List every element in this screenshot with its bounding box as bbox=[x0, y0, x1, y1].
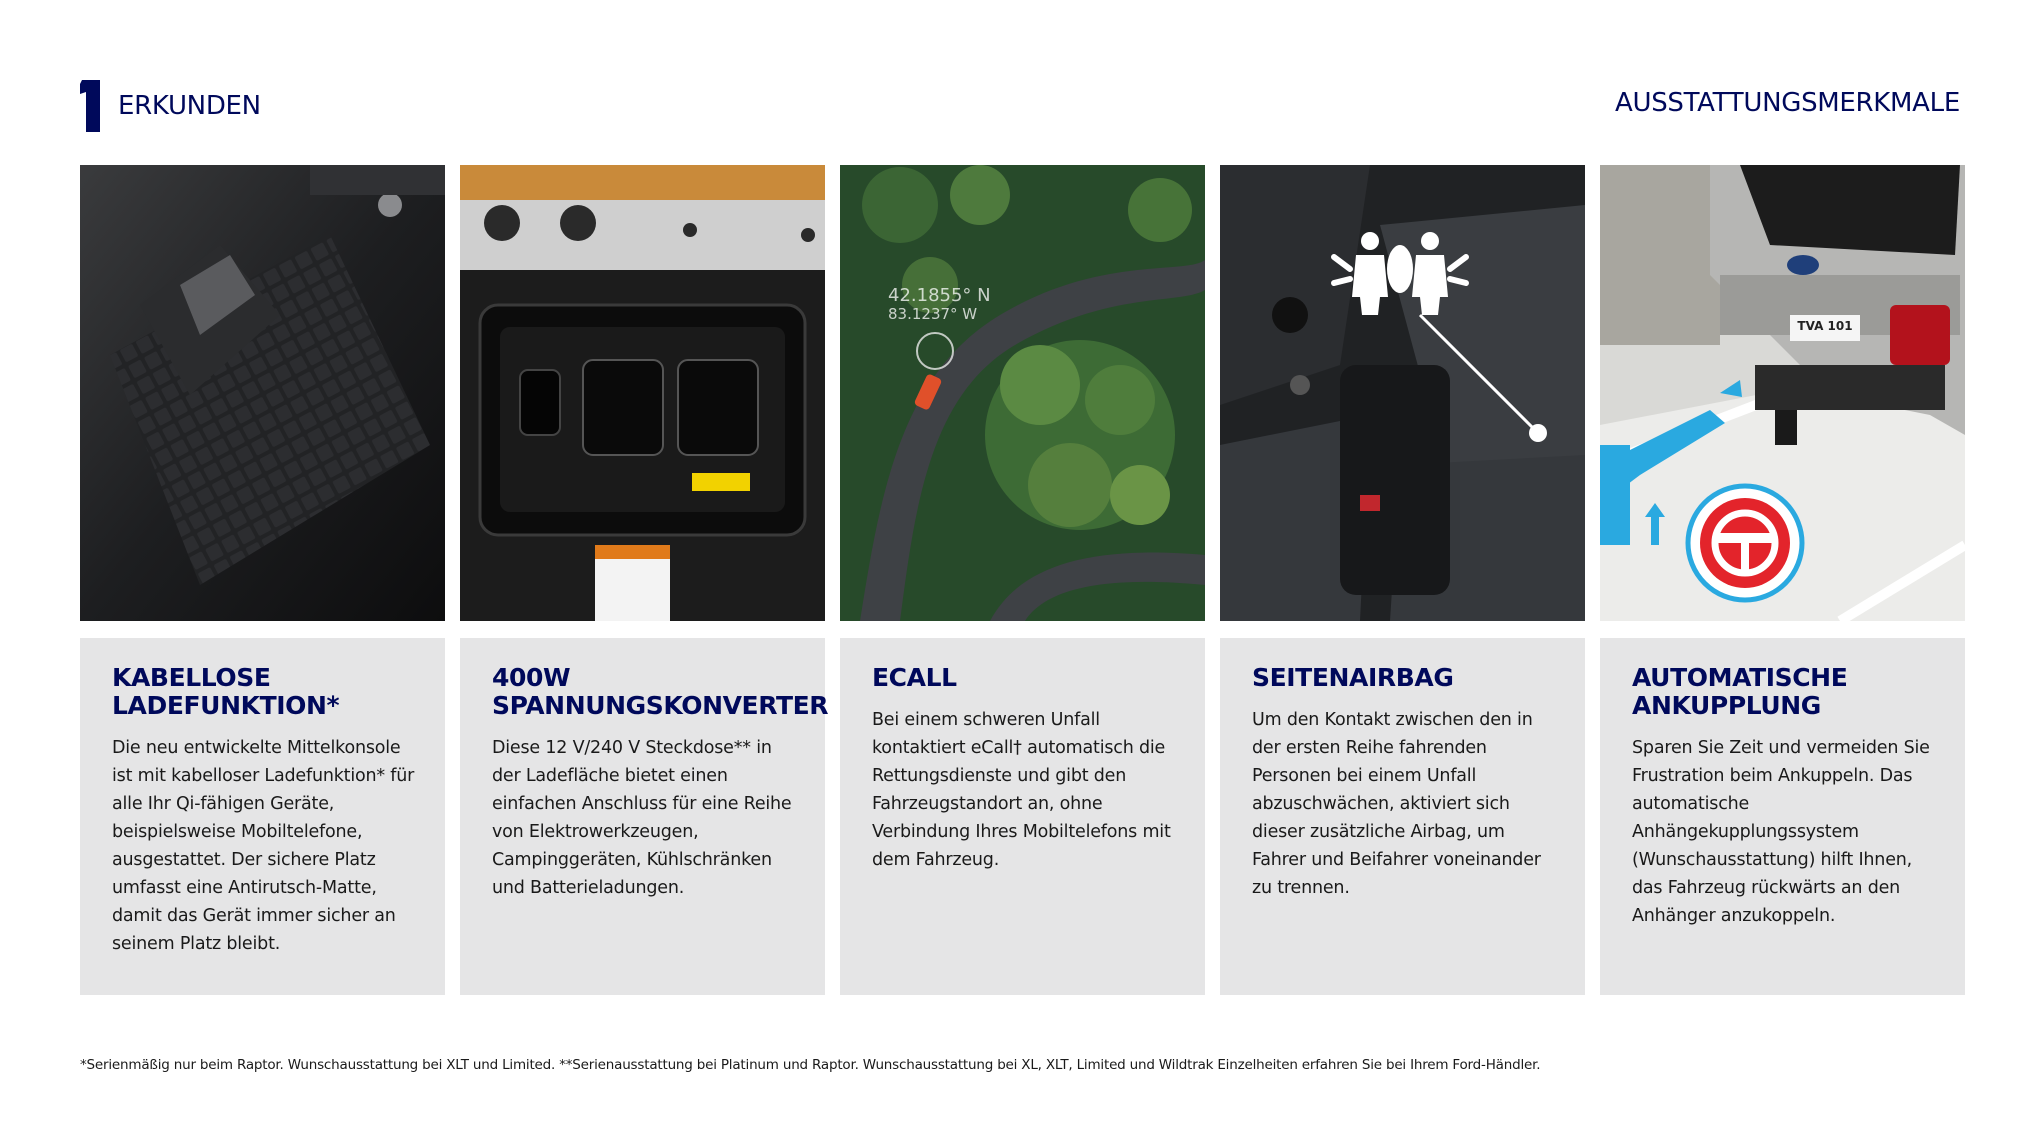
card-body bbox=[80, 638, 445, 995]
section-number-one-icon bbox=[80, 80, 100, 132]
coordinates-overlay bbox=[888, 287, 991, 323]
chapter-title: AUSSTATTUNGSMERKMALE bbox=[1614, 88, 1960, 118]
card-text: Diese 12 V/240 V Steckdose** in der Ladefläche bietet einen einfachen Anschluss für eine Reihe von Elektrowerkzeugen, Campinggeräten, Kühlschränken und Batterieladungen. bbox=[492, 738, 792, 898]
feature-card-ecall bbox=[840, 165, 1205, 995]
card-title: AUTOMATISCHE ANKUPPLUNG bbox=[1632, 663, 1848, 720]
wireless-charging-photo bbox=[80, 165, 445, 621]
card-title: SEITENAIRBAG bbox=[1252, 663, 1454, 692]
card-title: KABELLOSE LADEFUNKTION* bbox=[112, 663, 340, 720]
ecall-aerial-photo bbox=[840, 165, 1205, 621]
feature-card-auto-hitch bbox=[1600, 165, 1965, 995]
card-body bbox=[460, 638, 829, 995]
section-label: ERKUNDEN bbox=[118, 91, 261, 121]
auto-hitch-photo bbox=[1600, 165, 1965, 621]
card-text: Die neu entwickelte Mittelkonsole ist mit kabelloser Ladefunktion* für alle Ihr Qi-fähigen Geräte, beispielsweise Mobiltelefone, ausgestattet. Der sichere Platz umfasst eine Antirutsch-Matte, damit das Gerät immer sicher an seinem Platz bleibt. bbox=[112, 738, 415, 954]
card-body bbox=[1220, 638, 1585, 995]
license-plate: TVA 101 bbox=[1797, 319, 1853, 333]
side-airbag-photo bbox=[1220, 165, 1585, 621]
card-text: Bei einem schweren Unfall kontaktiert eCall† automatisch die Rettungsdienste und gibt den Fahrzeugstandort an, ohne Verbindung Ihres Mobiltelefons mit dem Fahrzeug. bbox=[872, 710, 1171, 870]
card-text: Sparen Sie Zeit und vermeiden Sie Frustration beim Ankuppeln. Das automatische Anhängekupplungssystem (Wunschausstattung) hilft Ihnen, das Fahrzeug rückwärts an den Anhänger anzukoppeln. bbox=[1632, 738, 1930, 926]
feature-card-power-converter bbox=[460, 165, 829, 995]
section-header bbox=[80, 80, 261, 132]
feature-card-wireless-charging bbox=[80, 165, 445, 995]
card-body bbox=[840, 638, 1205, 995]
card-text: Um den Kontakt zwischen den in der ersten Reihe fahrenden Personen bei einem Unfall abzuschwächen, aktiviert sich dieser zusätzliche Airbag, um Fahrer und Beifahrer voneinander zu trennen. bbox=[1252, 710, 1541, 898]
power-outlet-photo bbox=[460, 165, 825, 621]
card-title: 400W SPANNUNGSKONVERTER bbox=[492, 663, 829, 720]
airbag-icon bbox=[1330, 227, 1470, 317]
card-body bbox=[1600, 638, 1965, 995]
longitude-label: 83.1237° W bbox=[888, 305, 978, 323]
feature-card-side-airbag bbox=[1220, 165, 1585, 995]
card-title: ECALL bbox=[872, 663, 957, 692]
latitude-label: 42.1855° N bbox=[888, 285, 991, 306]
feature-cards bbox=[80, 165, 1964, 995]
footnote: *Serienmäßig nur beim Raptor. Wunschausstattung bei XLT und Limited. **Serienausstattung bei Platinum und Raptor. Wunschausstattung bei XL, XLT, Limited und Wildtrak Einzelheiten erfahren Sie bei Ihrem Ford-Händler. bbox=[80, 1057, 1541, 1073]
